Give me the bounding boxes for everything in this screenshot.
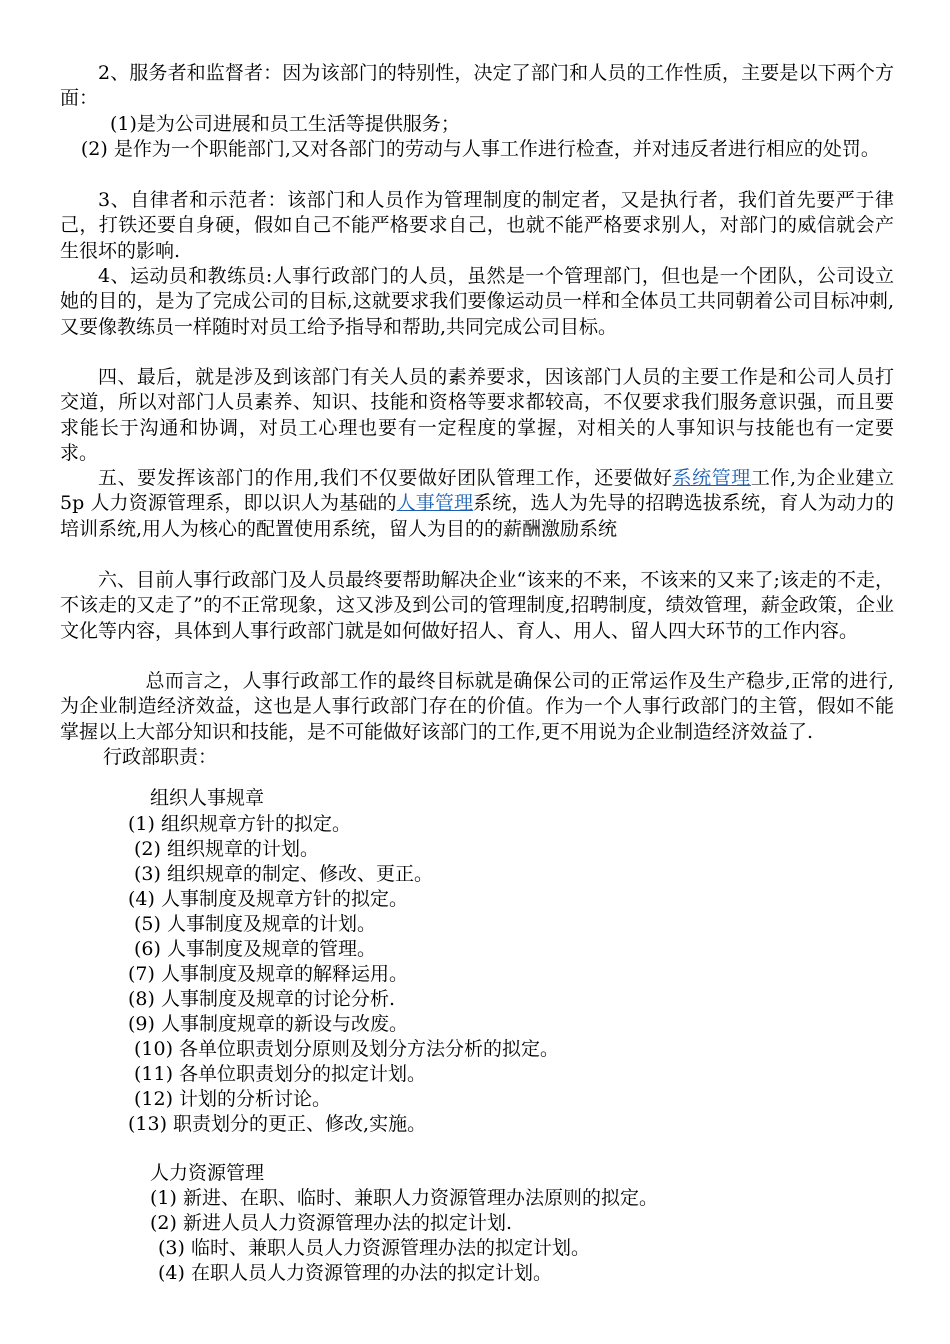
list-item: (4) 人事制度及规章方针的拟定。 <box>128 888 408 910</box>
list-item: (4) 在职人员人力资源管理的办法的拟定计划。 <box>158 1262 552 1284</box>
list-item: (12) 计划的分析讨论。 <box>134 1088 332 1110</box>
paragraph-self-discipline: 3、自律者和示范者：该部门和人员作为管理制度的制定者，又是执行者，我们首先要严于律己，打铁还要自身硬，假如自己不能严格要求自己，也就不能严格要求别人，对部门的威信就会产生很坏的影响. <box>60 189 894 262</box>
personnel-management-link[interactable]: 人事管理 <box>396 492 474 515</box>
paragraph-athlete-coach: 4、运动员和教练员:人事行政部门的人员，虽然是一个管理部门，但也是一个团队，公司设立她的目的，是为了完成公司的目标,这就要求我们要像运动员一样和全体员工共同朝着公司目标冲刺,又要像教练员一样随时对员工给予指导和帮助,共同完成公司目标。 <box>60 265 894 338</box>
list-item: (3) 组织规章的制定、修改、更正。 <box>134 863 433 885</box>
list-item: (2) 组织规章的计划。 <box>134 838 319 860</box>
list-item: (9) 人事制度规章的新设与改废。 <box>128 1013 408 1035</box>
paragraph-text: 工作,为企业建立 5p 人力资源管理系，即以识人为基础的 <box>60 467 894 515</box>
paragraph-service-point-2: (2) 是作为一个职能部门,又对各部门的劳动与人事工作进行检查，并对违反者进行相应的处罚。 <box>80 138 880 160</box>
admin-duties-heading: 行政部职责： <box>103 746 218 768</box>
paragraph-quality-requirements: 四、最后，就是涉及到该部门有关人员的素养要求，因该部门人员的主要工作是和公司人员打交道，所以对部门人员素养、知识、技能和资格等要求都较高，不仅要求我们服务意识强，而且要求能长于沟通和协调，对员工心理也要有一定程度的掌握，对相关的人事知识与技能也有一定要求。 <box>60 366 894 465</box>
paragraph-text: 五、要发挥该部门的作用,我们不仅要做好团队管理工作，还要做好 <box>98 467 673 489</box>
list-item: (1) 新进、在职、临时、兼职人力资源管理办法原则的拟定。 <box>150 1187 658 1209</box>
paragraph-conclusion: 总而言之，人事行政部工作的最终目标就是确保公司的正常运作及生产稳步,正常的进行,为企业制造经济效益，这也是人事行政部门存在的价值。作为一个人事行政部门的主管，假如不能掌握以上大部分知识和技能，是不可能做好该部门的工作,更不用说为企业制造经济效益了. <box>60 670 894 743</box>
list-item: (2) 新进人员人力资源管理办法的拟定计划. <box>150 1212 512 1234</box>
list-item: (3) 临时、兼职人员人力资源管理办法的拟定计划。 <box>158 1237 590 1259</box>
list-item: (13) 职责划分的更正、修改,实施。 <box>128 1113 427 1135</box>
list-item: (6) 人事制度及规章的管理。 <box>134 938 376 960</box>
list-item: (10) 各单位职责划分原则及划分方法分析的拟定。 <box>134 1038 560 1060</box>
section-title-hr-management: 人力资源管理 <box>150 1162 265 1184</box>
list-item: (11) 各单位职责划分的拟定计划。 <box>134 1063 427 1085</box>
section-title-organization-rules: 组织人事规章 <box>150 787 265 809</box>
paragraph-current-problems: 六、目前人事行政部门及人员最终要帮助解决企业“该来的不来，不该来的又来了;该走的不走，不该走的又走了”的不正常现象，这又涉及到公司的管理制度,招聘制度，绩效管理，薪金政策，企业文化等内容，具体到人事行政部门就是如何做好招人、育人、用人、留人四大环节的工作内容。 <box>60 569 894 642</box>
paragraph-service-supervisor: 2、服务者和监督者：因为该部门的特别性，决定了部门和人员的工作性质，主要是以下两个方面： <box>60 62 894 110</box>
paragraph-text: 系统，选人为先导的招聘选拔系统，育人为动力的培训系统,用人为核心的配置使用系统，留人为目的的薪酬激励系统 <box>60 492 894 540</box>
paragraph-service-point-1: (1)是为公司进展和员工生活等提供服务； <box>110 113 460 135</box>
list-item: (7) 人事制度及规章的解释运用。 <box>128 963 408 985</box>
list-item: (1) 组织规章方针的拟定。 <box>128 813 351 835</box>
system-management-link[interactable]: 系统管理 <box>672 467 751 489</box>
list-item: (8) 人事制度及规章的讨论分析. <box>128 988 395 1010</box>
paragraph-system-management <box>60 466 894 542</box>
list-item: (5) 人事制度及规章的计划。 <box>134 913 376 935</box>
